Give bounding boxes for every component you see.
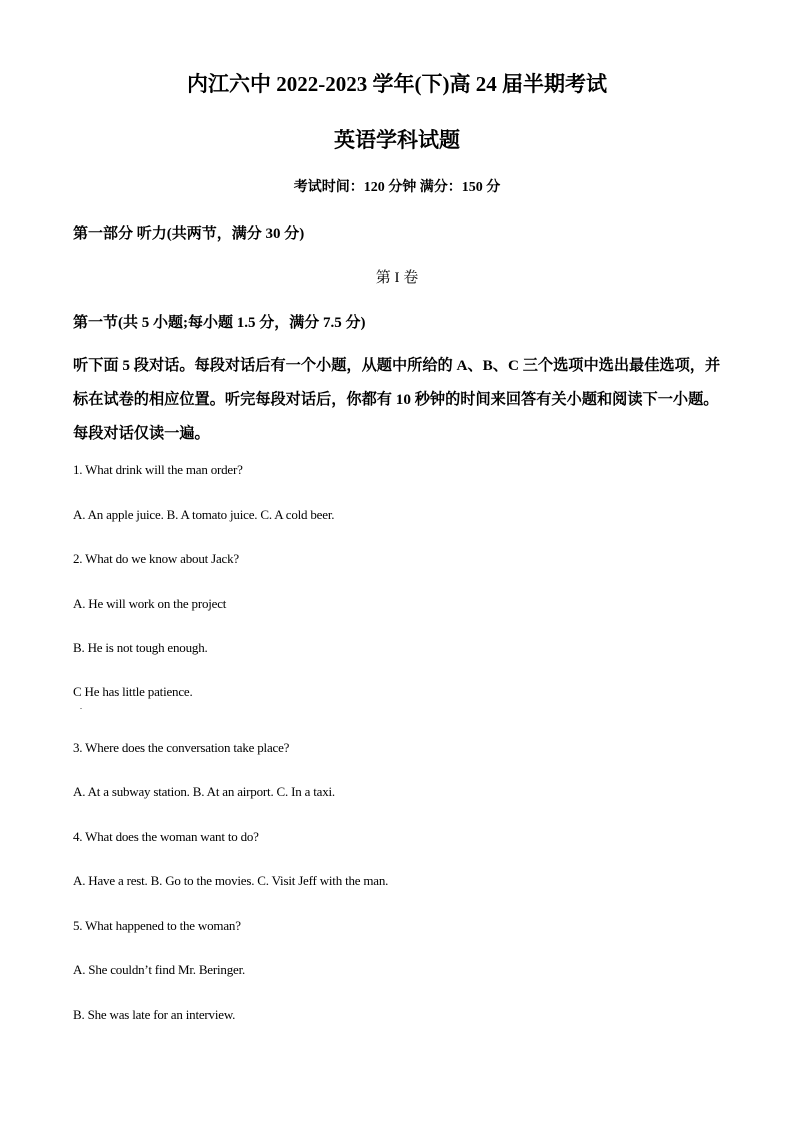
question-1-options: A. An apple juice. B. A tomato juice. C. A cold beer. [73, 507, 335, 522]
question-5: 5. What happened to the woman? [73, 918, 241, 933]
volume-heading: 第 I 卷 [375, 270, 419, 286]
question-2-option-c: C He has little patience. [73, 684, 193, 699]
question-2-option-a: A. He will work on the project [73, 596, 227, 611]
question-2: 2. What do we know about Jack? [73, 551, 239, 566]
question-4: 4. What does the woman want to do? [73, 829, 259, 844]
question-3: 3. Where does the conversation take place? [73, 740, 290, 755]
subject-title: 英语学科试题 [334, 128, 460, 152]
question-5-option-a: A. She couldn’t find Mr. Beringer. [73, 962, 246, 977]
instructions-paragraph: 听下面 5 段对话。每段对话后有一个小题，从题中所给的 A、B、C 三个选项中选出最佳选项，并标在试卷的相应位置。听完每段对话后，你都有 10 秒钟的时间来回答有关小题和阅读下一小题。每段对话仅读一遍。 [73, 357, 721, 442]
part-heading: 第一部分 听力(共两节，满分 30 分) [73, 226, 305, 242]
question-4-options: A. Have a rest. B. Go to the movies. C. Visit Jeff with the man. [73, 873, 389, 888]
section-heading: 第一节(共 5 小题;每小题 1.5 分，满分 7.5 分) [73, 315, 366, 331]
question-1: 1. What drink will the man order? [73, 462, 243, 477]
exam-info: 考试时间：120 分钟 满分：150 分 [293, 180, 501, 195]
exam-title: 内江六中 2022-2023 学年(下)高 24 届半期考试 [187, 72, 607, 96]
question-2-option-b: B. He is not tough enough. [73, 640, 208, 655]
question-5-option-b: B. She was late for an interview. [73, 1007, 236, 1022]
stray-dot: . [80, 702, 82, 711]
question-3-options: A. At a subway station. B. At an airport. C. In a taxi. [73, 784, 335, 799]
